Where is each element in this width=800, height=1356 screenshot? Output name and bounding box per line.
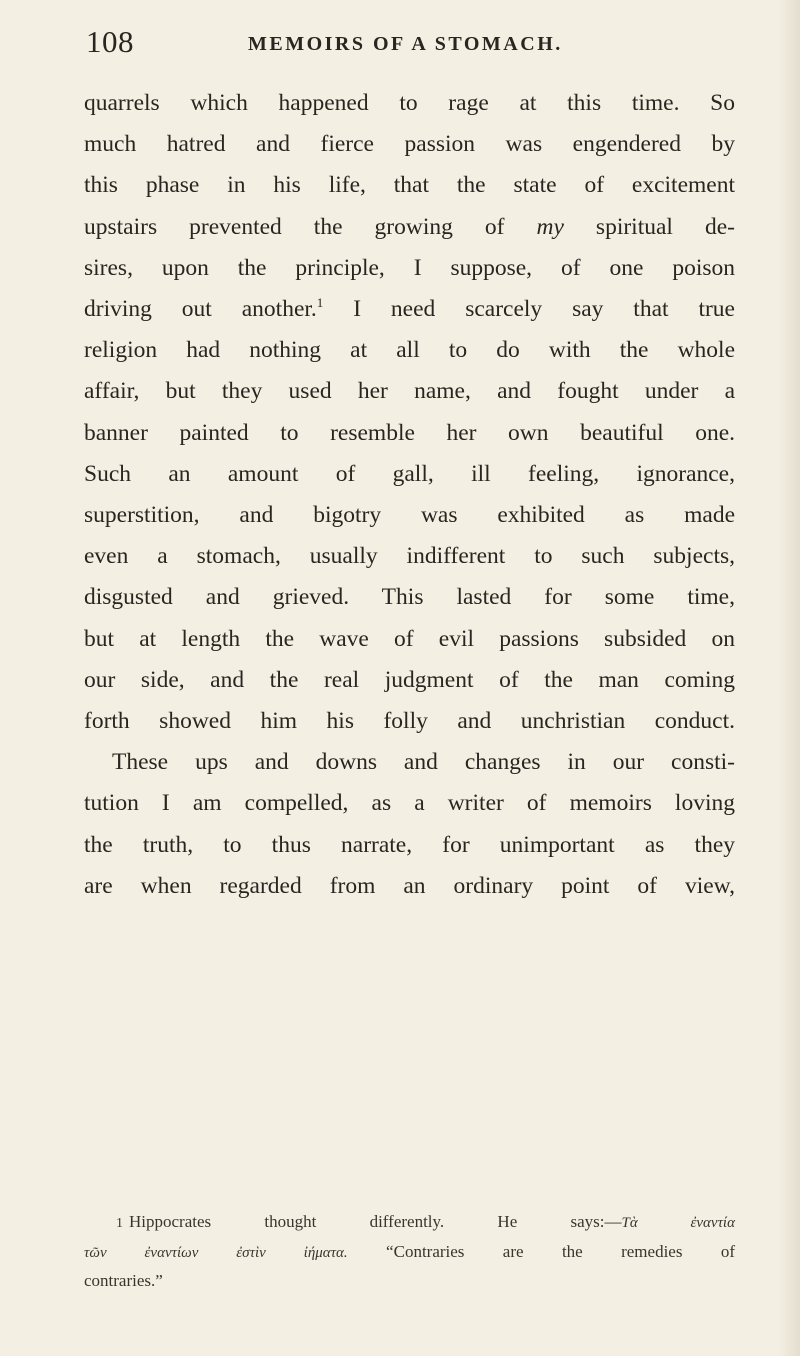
footnote-reference[interactable]: 1 xyxy=(316,295,324,311)
text-line: religion had nothing at all to do with the whole xyxy=(84,337,735,364)
text-line: Such an amount of gall, ill feeling, ignorance, xyxy=(84,460,735,487)
text-line: quarrels which happened to rage at this time. So xyxy=(84,90,735,116)
text-line: forth showed him his folly and unchristian conduct. xyxy=(84,708,735,735)
running-head: MEMOIRS OF A STOMACH. xyxy=(248,33,563,55)
page-header xyxy=(86,22,736,62)
text-line xyxy=(84,289,735,330)
text-line: tution I am compelled, as a writer of memoirs loving xyxy=(84,790,735,817)
footnote-marker: 1 xyxy=(116,1216,123,1231)
text-line: but at length the wave of evil passions subsided on xyxy=(84,625,735,652)
text-segment: I need scarcely say that true xyxy=(323,296,735,323)
text-line: much hatred and fierce passion was engendered by xyxy=(84,131,735,158)
text-line: the truth, to thus narrate, for unimportant as they xyxy=(84,831,735,858)
text-line: disgusted and grieved. This lasted for some time, xyxy=(84,584,735,611)
text-line: are when regarded from an ordinary point of view, xyxy=(84,872,735,899)
text-line: sires, upon the principle, I suppose, of one poison xyxy=(84,254,735,281)
page-number: 108 xyxy=(86,24,134,59)
text-line: our side, and the real judgment of the man coming xyxy=(84,666,735,693)
greek-text: τῶν ἐναντίων ἐστὶν ἰήματα. xyxy=(84,1245,348,1261)
text-line: this phase in his life, that the state of excitement xyxy=(84,172,735,199)
text-line: banner painted to resemble her own beautiful one. xyxy=(84,419,735,446)
footnote-text: “Contraries are the remedies of xyxy=(347,1242,735,1261)
page-edge-shadow xyxy=(778,0,800,1356)
text-line: superstition, and bigotry was exhibited as made xyxy=(84,502,735,529)
text-segment: spiritual de- xyxy=(563,213,735,240)
text-line xyxy=(84,207,735,248)
text-line: These ups and downs and changes in our consti- xyxy=(112,749,735,776)
emphasized-word: my xyxy=(536,213,564,240)
text-segment: driving out another. xyxy=(84,296,317,323)
footnote-line xyxy=(84,1208,735,1238)
footnote-text: Hippocrates thought differently. He says:— xyxy=(129,1212,622,1231)
text-line: even a stomach, usually indifferent to such subjects, xyxy=(84,543,735,570)
body-text xyxy=(84,83,735,907)
text-line: affair, but they used her name, and fought under a xyxy=(84,378,735,405)
footnote xyxy=(84,1208,735,1295)
footnote-line xyxy=(84,1238,735,1267)
footnote-line: contraries.” xyxy=(84,1271,163,1290)
text-segment: upstairs prevented the growing of xyxy=(84,213,537,240)
greek-text: Τὰ ἐναντία xyxy=(621,1215,735,1231)
